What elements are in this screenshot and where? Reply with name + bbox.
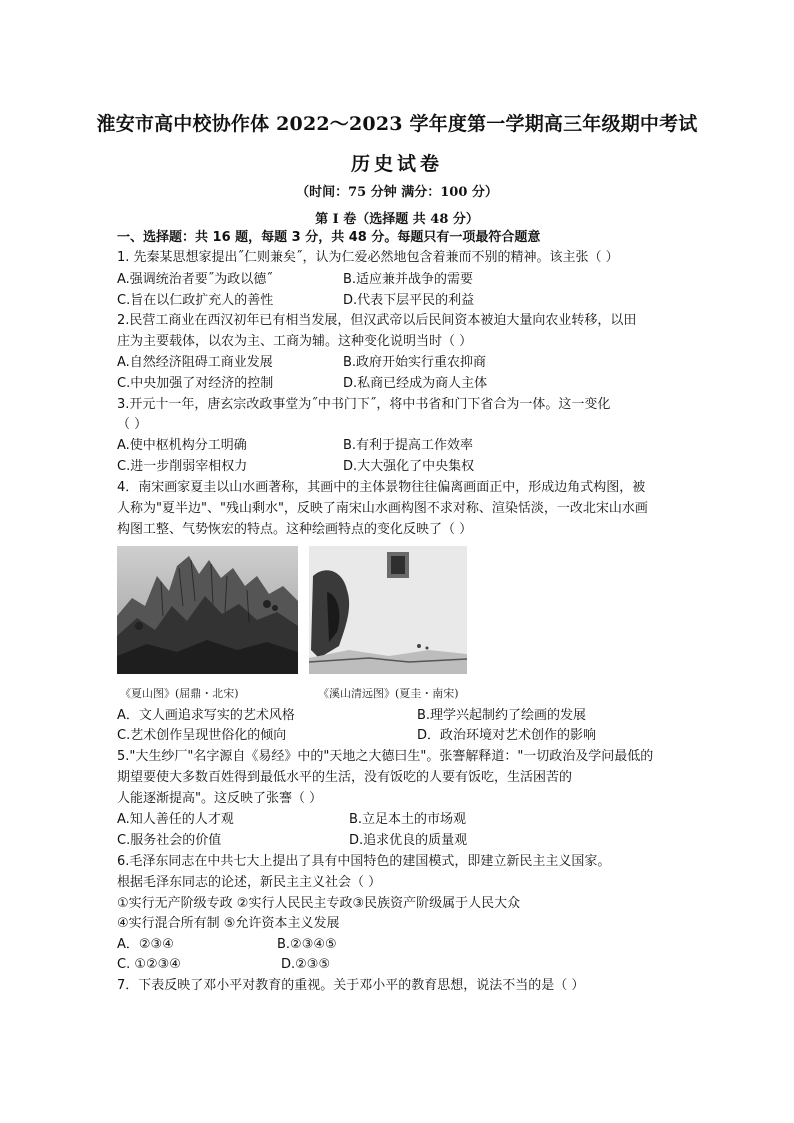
caption-summer-mountains: 《夏山图》(屈鼎・北宋) xyxy=(120,687,239,700)
q6-stem-line1: 6.毛泽东同志在中共七大上提出了具有中国特色的建国模式，即建立新民主主义国家。 xyxy=(117,854,611,869)
q2-option-d: D.私商已经成为商人主体 xyxy=(343,376,488,391)
q2-stem-line1: 2.民营工商业在西汉初年已有相当发展，但汉武帝以后民间资本被迫大量向农业转移，以田 xyxy=(117,313,637,328)
streams-mountains-painting xyxy=(309,546,467,674)
subject-title: 历史试卷 xyxy=(350,153,443,175)
time-info: （时间：75 分钟 满分：100 分） xyxy=(296,185,498,200)
q1-option-d: D.代表下层平民的利益 xyxy=(343,293,475,308)
q2-option-c: C.中央加强了对经济的控制 xyxy=(117,376,274,391)
q4-option-c: C.艺术创作呈现世俗化的倾向 xyxy=(117,728,287,743)
caption-streams-mountains: 《溪山清远图》(夏圭・南宋) xyxy=(318,687,459,700)
q4-stem-line1: 4．南宋画家夏圭以山水画著称，其画中的主体景物往往偏离画面正中，形成边角式构图，被 xyxy=(117,480,646,495)
q6-option-b: B.②③④⑤ xyxy=(277,937,337,952)
q4-stem-line2: 人称为"夏半边"、"残山剩水"，反映了南宋山水画构图不求对称、渲染恬淡，一改北宋山水画 xyxy=(117,501,648,516)
q3-stem-line2: （ ） xyxy=(117,417,148,432)
q6-option-c: C. ①②③④ xyxy=(117,957,181,972)
exam-title: 淮安市高中校协作体 2022～2023 学年度第一学期高三年级期中考试 xyxy=(96,113,698,135)
q5-option-d: D.追求优良的质量观 xyxy=(349,833,468,848)
q6-choices-line1: ①实行无产阶级专政 ②实行人民民主专政③民族资产阶级属于人民大众 xyxy=(117,896,521,911)
q3-option-a: A.使中枢机构分工明确 xyxy=(117,438,247,453)
q5-stem-line3: 人能逐渐提高"。这反映了张謇（ ） xyxy=(117,791,323,806)
q4-option-d: D．政治环境对艺术创作的影响 xyxy=(417,728,597,743)
q6-choices-line2: ④实行混合所有制 ⑤允许资本主义发展 xyxy=(117,916,340,931)
q6-stem-line2: 根据毛泽东同志的论述，新民主主义社会（ ） xyxy=(117,875,382,890)
q5-stem-line2: 期望要使大多数百姓得到最低水平的生活，没有饭吃的人要有饭吃，生活困苦的 xyxy=(117,770,573,785)
q1-option-c: C.旨在以仁政扩充人的善性 xyxy=(117,293,274,308)
summer-mountains-painting xyxy=(117,546,298,674)
q6-option-d: D.②③⑤ xyxy=(281,957,331,972)
q2-option-a: A.自然经济阻碍工商业发展 xyxy=(117,355,273,370)
q3-option-b: B.有利于提高工作效率 xyxy=(343,438,474,453)
q5-option-a: A.知人善任的人才观 xyxy=(117,812,234,827)
part-heading: 第 I 卷（选择题 共 48 分） xyxy=(315,212,479,227)
q4-option-b: B.理学兴起制约了绘画的发展 xyxy=(417,708,587,723)
q2-option-b: B.政府开始实行重农抑商 xyxy=(343,355,487,370)
q5-option-c: C.服务社会的价值 xyxy=(117,833,222,848)
q4-option-a: A．文人画追求写实的艺术风格 xyxy=(117,708,295,723)
q4-stem-line3: 构图工整、气势恢宏的特点。这种绘画特点的变化反映了（ ） xyxy=(117,522,473,537)
q1-option-b: B.适应兼并战争的需要 xyxy=(343,272,474,287)
q7-stem: 7．下表反映了邓小平对教育的重视。关于邓小平的教育思想，说法不当的是（ ） xyxy=(117,978,585,993)
section-heading: 一、选择题：共 16 题，每题 3 分，共 48 分。每题只有一项最符合题意 xyxy=(117,230,541,245)
q3-option-d: D.大大强化了中央集权 xyxy=(343,459,475,474)
q6-option-a: A．②③④ xyxy=(117,937,174,952)
q2-stem-line2: 庄为主要载体，以农为主、工商为辅。这种变化说明当时（ ） xyxy=(117,334,473,349)
q1-stem: 1. 先秦某思想家提出˝仁则兼矣˝，认为仁爱必然地包含着兼而不别的精神。该主张（ ） xyxy=(117,250,619,265)
q5-option-b: B.立足本土的市场观 xyxy=(349,812,467,827)
q5-stem-line1: 5."大生纱厂"名字源自《易经》中的"天地之大德曰生"。张謇解释道："一切政治及学问最低的 xyxy=(117,749,654,764)
q3-option-c: C.进一步削弱宰相权力 xyxy=(117,459,248,474)
q1-option-a: A.强调统治者要˝为政以德˝ xyxy=(117,272,273,287)
q3-stem-line1: 3.开元十一年，唐玄宗改政事堂为˝中书门下˝，将中书省和门下省合为一体。这一变化 xyxy=(117,397,611,412)
